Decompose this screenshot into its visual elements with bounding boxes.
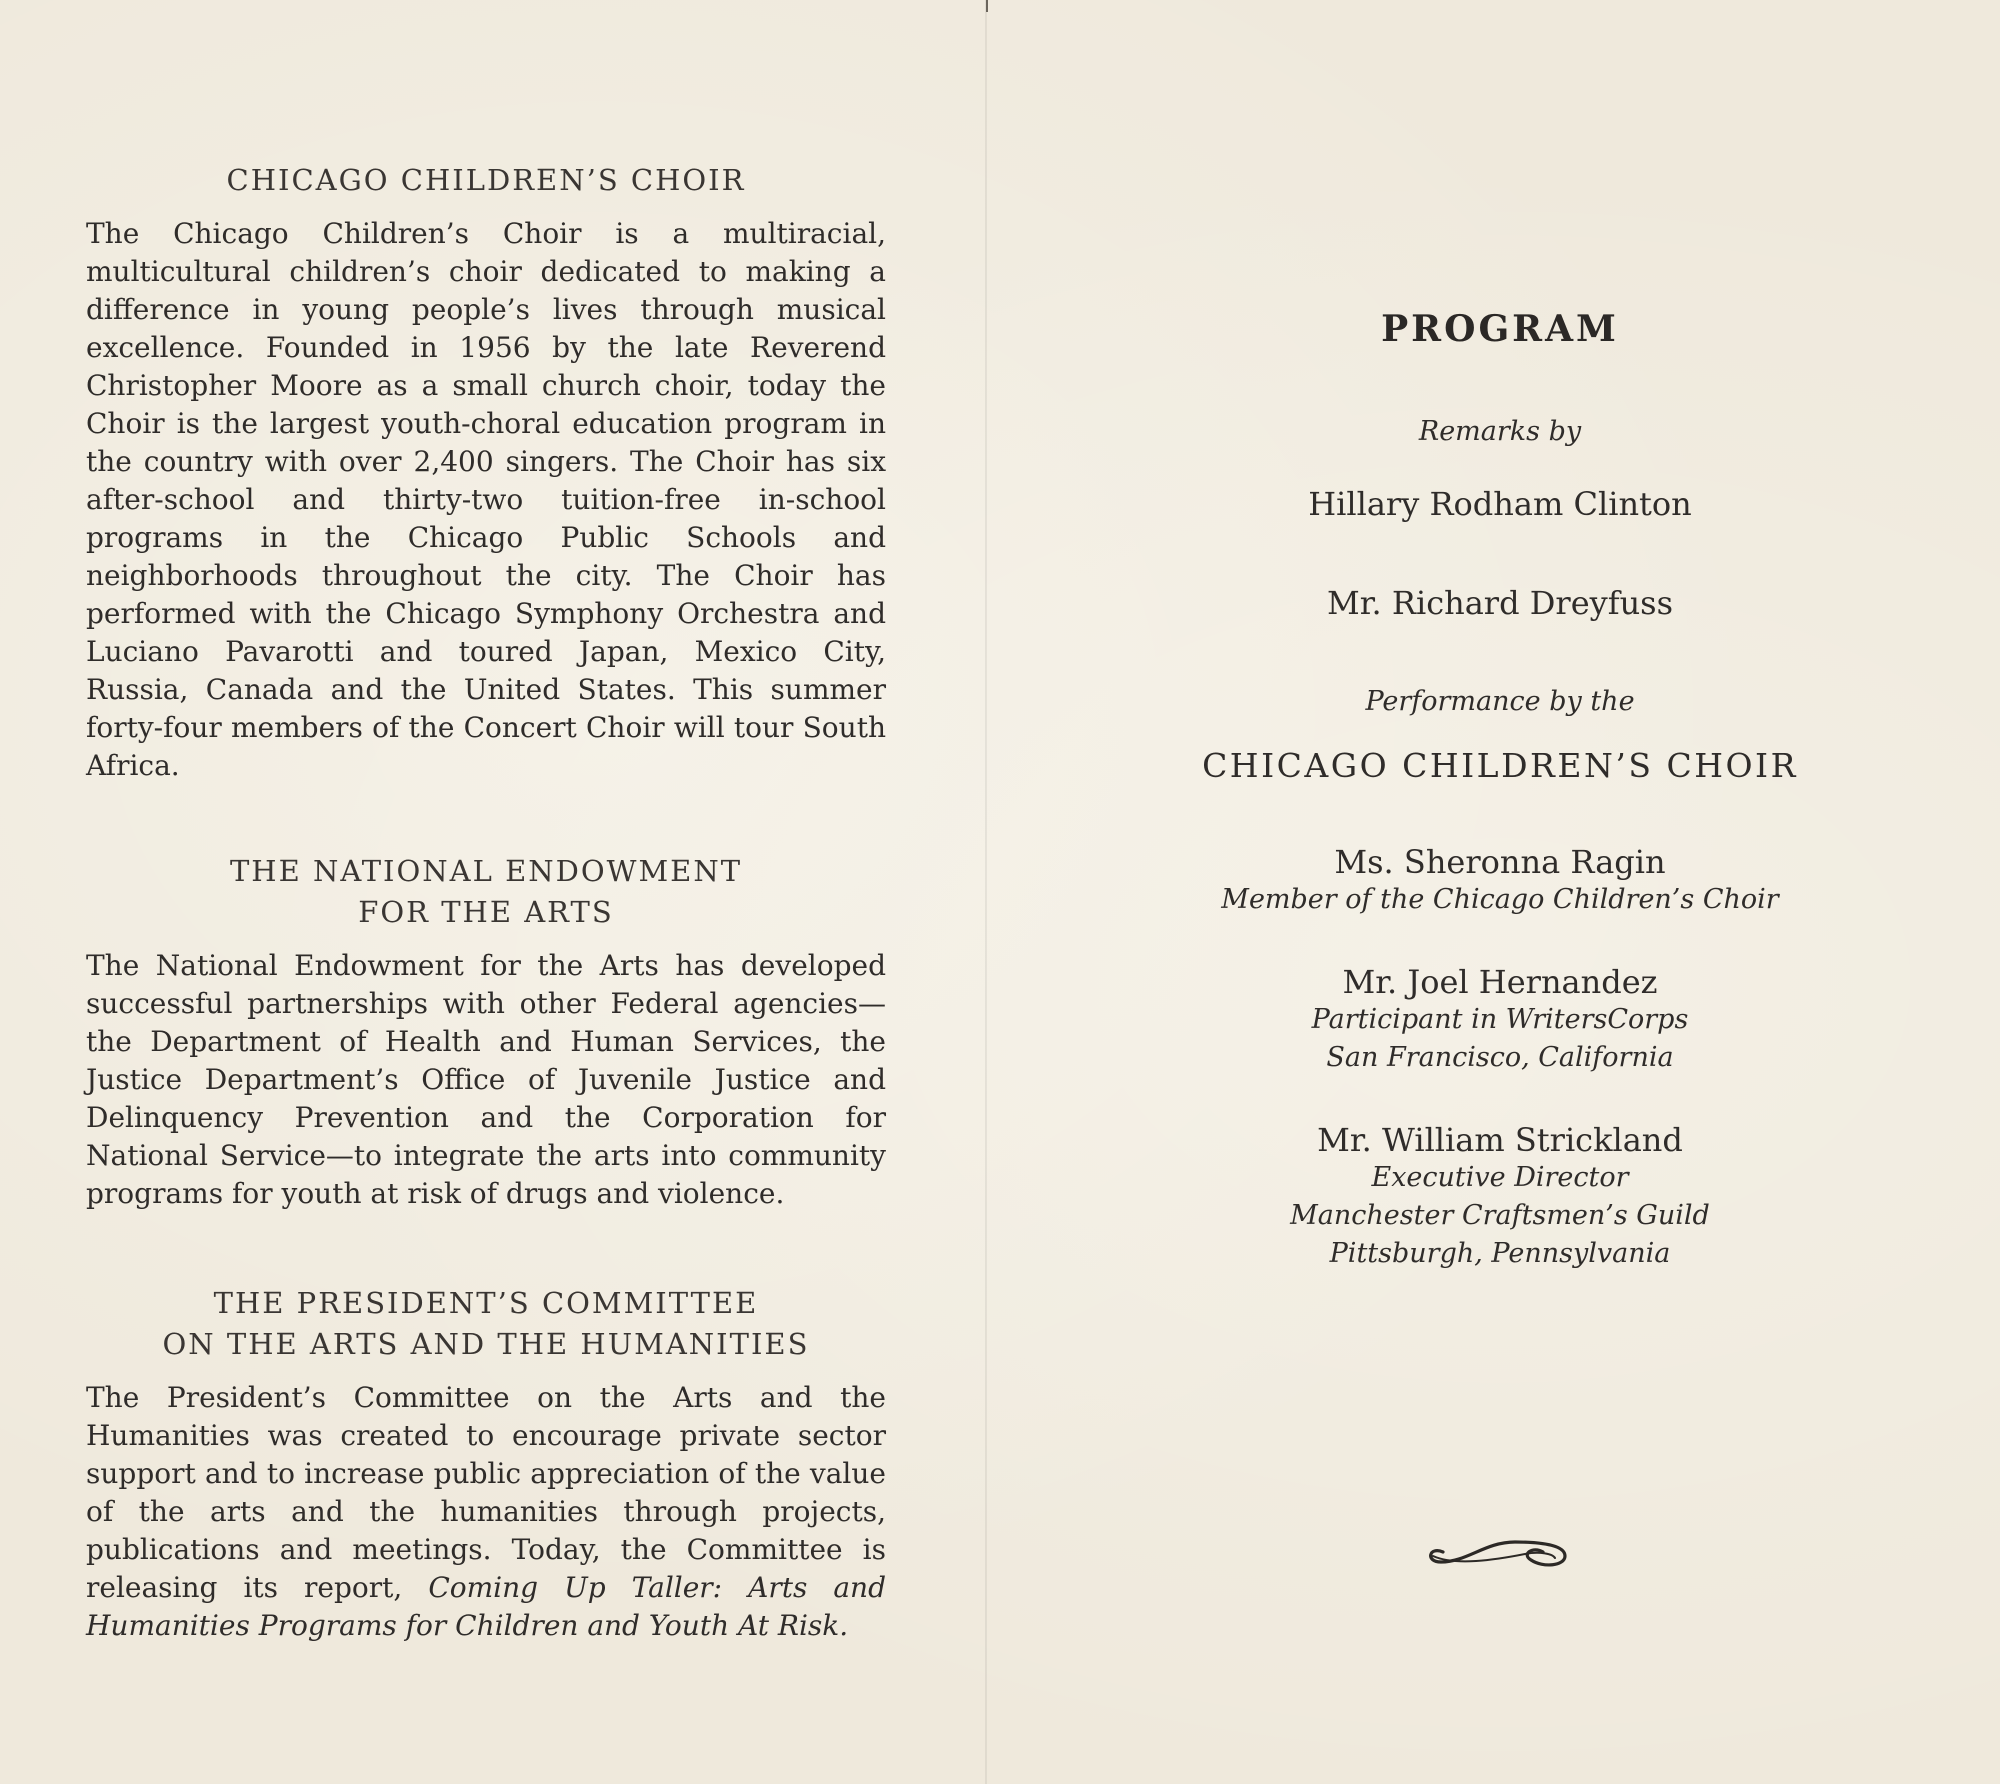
flourish-ornament-icon xyxy=(1415,1528,1575,1578)
section-nea xyxy=(86,851,886,1213)
program-title: PROGRAM xyxy=(1381,308,1619,350)
section-body: The National Endowment for the Arts has developed successful partnerships with other Federal agencies—the Department of Health and Human Services, the Justice Department’s Office of Juvenile Justice and Delinquency Prevention and the Corporation for National Service—to integrate the arts into community programs for youth at risk of drugs and violence. xyxy=(86,949,886,1210)
performer-choir: CHICAGO CHILDREN’S CHOIR xyxy=(1202,746,1798,785)
speaker-name: Mr. Richard Dreyfuss xyxy=(1326,584,1674,622)
body-text: The President’s Committee on the Arts and the Humanities was created to encourage private sector support and to increase public appreciation of the value of the arts and the humanities through projects, publications and meetings. Today, the Committee is releasing its report, xyxy=(86,1381,886,1604)
section-choir xyxy=(86,160,886,785)
fold-mark xyxy=(986,0,988,12)
participant xyxy=(1200,843,1800,919)
report-title: Coming Up Taller: Arts and Humanities Programs for Children and Youth At Risk. xyxy=(86,1571,887,1642)
section-body xyxy=(86,1379,886,1645)
participant-detail: San Francisco, California xyxy=(1326,1042,1674,1073)
heading-line: ON THE ARTS AND THE HUMANITIES xyxy=(162,1327,810,1361)
participant-detail: Participant in WritersCorps xyxy=(1311,1004,1689,1035)
page-fold xyxy=(985,0,987,1784)
section-heading xyxy=(86,1283,886,1365)
left-page xyxy=(86,160,886,1645)
participant-detail: Executive Director xyxy=(1371,1162,1629,1193)
participant-name: Mr. William Strickland xyxy=(1317,1121,1683,1159)
section-heading xyxy=(86,160,886,201)
participant xyxy=(1200,1121,1800,1273)
participant-detail: Pittsburgh, Pennsylvania xyxy=(1329,1238,1671,1269)
performance-label: Performance by the xyxy=(1365,686,1635,717)
heading-line: FOR THE ARTS xyxy=(358,895,614,929)
participant xyxy=(1200,963,1800,1077)
participant-detail: Manchester Craftsmen’s Guild xyxy=(1290,1200,1710,1231)
participant-name: Ms. Sheronna Ragin xyxy=(1334,843,1666,881)
participant-detail: Member of the Chicago Children’s Choir xyxy=(1221,884,1779,915)
remarks-label: Remarks by xyxy=(1418,416,1582,447)
heading-line: THE PRESIDENT’S COMMITTEE xyxy=(213,1286,759,1320)
section-body: The Chicago Children’s Choir is a multiracial, multicultural children’s choir dedicated to making a difference in young people’s lives through musical excellence. Founded in 1956 by the late Reverend Christopher Moore as a small church choir, today the Choir is the largest youth-choral education program in the country with over 2,400 singers. The Choir has six after-school and thirty-two tuition-free in-school programs in the Chicago Public Schools and neighborhoods throughout the city. The Choir has performed with the Chicago Symphony Orchestra and Luciano Pavarotti and toured Japan, Mexico City, Russia, Canada and the United States. This summer forty-four members of the Concert Choir will tour South Africa. xyxy=(86,217,886,782)
speaker-name: Hillary Rodham Clinton xyxy=(1308,485,1692,523)
participant-name: Mr. Joel Hernandez xyxy=(1342,963,1658,1001)
heading-line: CHICAGO CHILDREN’S CHOIR xyxy=(226,163,746,197)
section-presidents-committee xyxy=(86,1283,886,1645)
heading-line: THE NATIONAL ENDOWMENT xyxy=(229,854,743,888)
section-heading xyxy=(86,851,886,933)
